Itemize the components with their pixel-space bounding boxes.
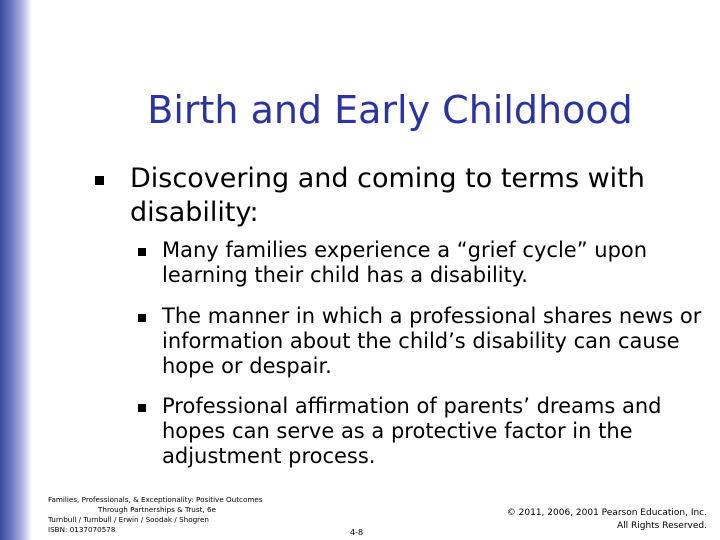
footer-book-info <box>48 495 278 535</box>
footer-copyright <box>487 507 707 533</box>
copyright-line-1: © 2011, 2006, 2001 Pearson Education, Inc. <box>506 508 707 518</box>
sub-bullet-text-3: Professional affirmation of parents’ dreams and hopes can serve as a protective factor in the adjustment process. <box>162 394 662 468</box>
sub-bullet-text-1: Many families experience a “grief cycle” upon learning their child has a disability. <box>162 238 648 287</box>
side-gradient-bar <box>0 0 32 540</box>
footer-isbn: ISBN: 0137070578 <box>48 525 116 534</box>
footer-book-title: Families, Professionals, & Exceptionality: Positive Outcomes <box>48 495 263 504</box>
sub-bullet-square-icon <box>138 248 146 256</box>
footer-authors: Turnbull / Turnbull / Erwin / Soodak / Shogren <box>48 515 209 524</box>
sub-bullet-square-icon <box>138 404 146 412</box>
main-bullet-text: Discovering and coming to terms with disability: <box>130 163 645 228</box>
sub-bullet-square-icon <box>138 314 146 322</box>
slide-title: Birth and Early Childhood <box>147 88 633 132</box>
page-number: 4-8 <box>350 528 364 537</box>
bullet-square-icon <box>95 176 104 185</box>
sub-bullet-text-2: The manner in which a professional shares news or information about the child’s disability can cause hope or despair. <box>162 304 702 378</box>
copyright-line-2: All Rights Reserved. <box>616 521 707 531</box>
footer-book-subtitle: Through Partnerships & Trust, 6e <box>98 505 216 514</box>
